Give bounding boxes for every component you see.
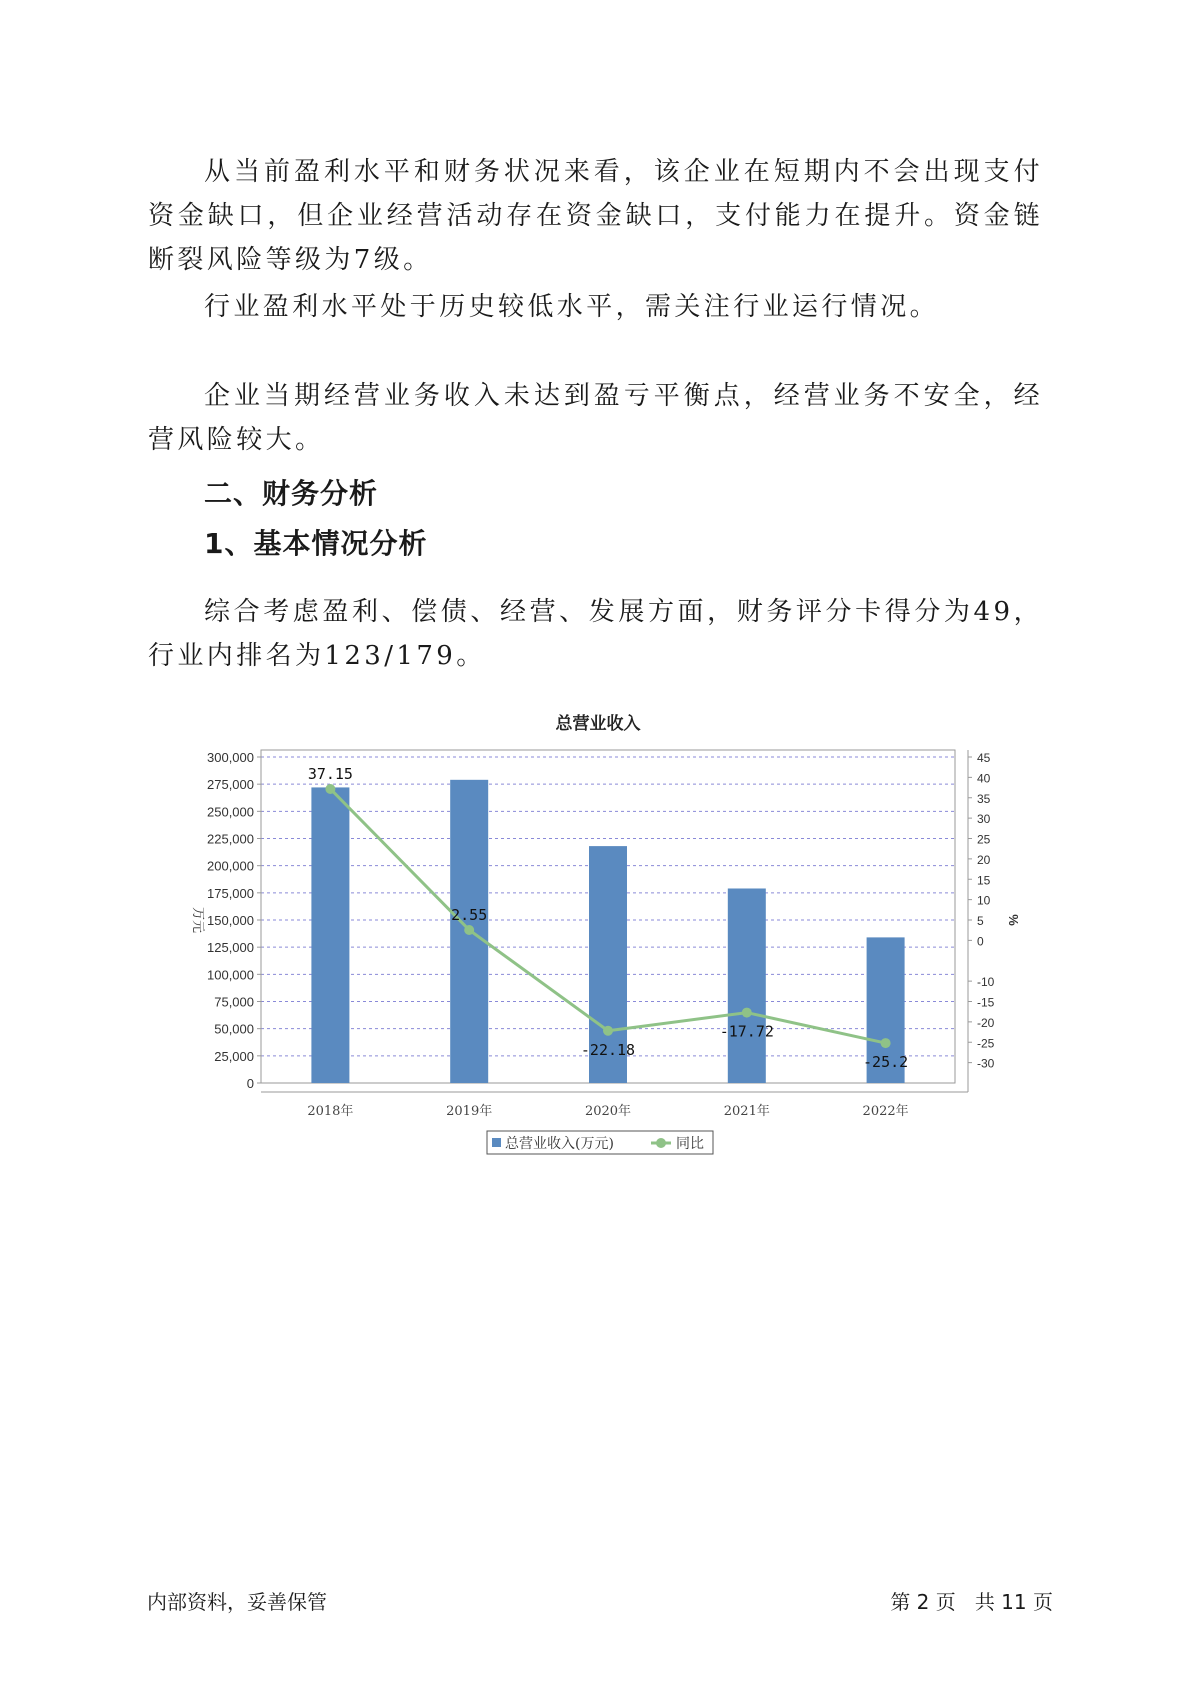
footer-page-number: 第 2 页 共 11 页 bbox=[890, 1590, 1053, 1614]
yoy-data-label: 37.15 bbox=[307, 764, 353, 783]
paragraph-industry: 行业盈利水平处于历史较低水平，需关注行业运行情况。 bbox=[204, 292, 940, 322]
y2-tick-label: 0 bbox=[977, 934, 984, 949]
y-tick-label: 0 bbox=[246, 1076, 254, 1091]
y-axis-title: 万元 bbox=[190, 906, 205, 934]
legend-bar-swatch bbox=[492, 1138, 501, 1147]
paragraph-score: 综合考虑盈利、偿债、经营、发展方面，财务评分卡得分为49，行业内排名为123/179。 bbox=[148, 597, 1043, 671]
y2-tick-label: 10 bbox=[977, 893, 991, 908]
y2-tick-label: 20 bbox=[977, 852, 991, 867]
y2-axis-title: % bbox=[1006, 914, 1021, 926]
legend-line-label: 同比 bbox=[676, 1136, 704, 1152]
y2-tick-label: 15 bbox=[977, 873, 991, 888]
y2-tick-label: -20 bbox=[977, 1015, 995, 1030]
y-tick-label: 100,000 bbox=[207, 967, 254, 983]
y-tick-label: 175,000 bbox=[207, 885, 254, 901]
section-heading: 二、财务分析 bbox=[204, 477, 379, 510]
x-tick-label: 2018年 bbox=[307, 1104, 354, 1119]
y-tick-label: 225,000 bbox=[207, 831, 254, 847]
y-tick-label: 275,000 bbox=[207, 777, 254, 793]
y-tick-label: 150,000 bbox=[207, 913, 254, 928]
yoy-point bbox=[881, 1038, 891, 1048]
yoy-point bbox=[742, 1008, 752, 1018]
yoy-point bbox=[464, 925, 474, 935]
y2-tick-label: -30 bbox=[977, 1056, 995, 1071]
x-tick-label: 2019年 bbox=[446, 1104, 493, 1119]
y-tick-label: 25,000 bbox=[214, 1048, 254, 1064]
legend-line-marker bbox=[656, 1138, 666, 1148]
revenue-bar bbox=[728, 888, 766, 1083]
chart-title: 总营业收入 bbox=[555, 714, 641, 733]
y2-tick-label: 35 bbox=[977, 791, 991, 806]
y-tick-label: 300,000 bbox=[207, 750, 254, 765]
x-tick-label: 2020年 bbox=[584, 1104, 632, 1119]
y2-tick-label: -15 bbox=[977, 995, 995, 1010]
y2-tick-label: 30 bbox=[977, 812, 991, 827]
y2-tick-label: -25 bbox=[977, 1036, 995, 1051]
yoy-point bbox=[603, 1026, 613, 1036]
y2-tick-label: 40 bbox=[977, 771, 991, 786]
y2-tick-label: 5 bbox=[977, 914, 984, 928]
y-tick-label: 75,000 bbox=[214, 994, 254, 1010]
subsection-heading: 1、基本情况分析 bbox=[204, 527, 428, 560]
paragraph-breakeven: 企业当期经营业务收入未达到盈亏平衡点，经营业务不安全，经营风险较大。 bbox=[148, 381, 1043, 455]
yoy-data-label: -25.2 bbox=[863, 1053, 909, 1072]
x-tick-label: 2022年 bbox=[862, 1104, 909, 1119]
paragraph-funding: 从当前盈利水平和财务状况来看，该企业在短期内不会出现支付资金缺口，但企业经营活动存在资金缺口，支付能力在提升。资金链断裂风险等级为7级。 bbox=[148, 157, 1043, 275]
yoy-data-label: -17.72 bbox=[719, 1022, 774, 1041]
legend-bar-label: 总营业收入(万元) bbox=[505, 1136, 614, 1152]
y-tick-label: 250,000 bbox=[207, 804, 254, 820]
y2-tick-label: 45 bbox=[977, 751, 991, 765]
yoy-data-label: 2.55 bbox=[451, 905, 488, 924]
y-tick-label: 50,000 bbox=[214, 1021, 254, 1037]
yoy-point bbox=[325, 784, 335, 794]
y-tick-label: 200,000 bbox=[207, 858, 254, 874]
x-tick-label: 2021年 bbox=[723, 1104, 770, 1119]
footer-note: 内部资料，妥善保管 bbox=[147, 1590, 327, 1614]
y2-tick-label: -10 bbox=[977, 975, 995, 990]
yoy-data-label: -22.18 bbox=[580, 1040, 636, 1059]
y2-tick-label: 25 bbox=[977, 832, 991, 847]
y-tick-label: 125,000 bbox=[207, 940, 254, 956]
revenue-bar bbox=[311, 787, 349, 1083]
